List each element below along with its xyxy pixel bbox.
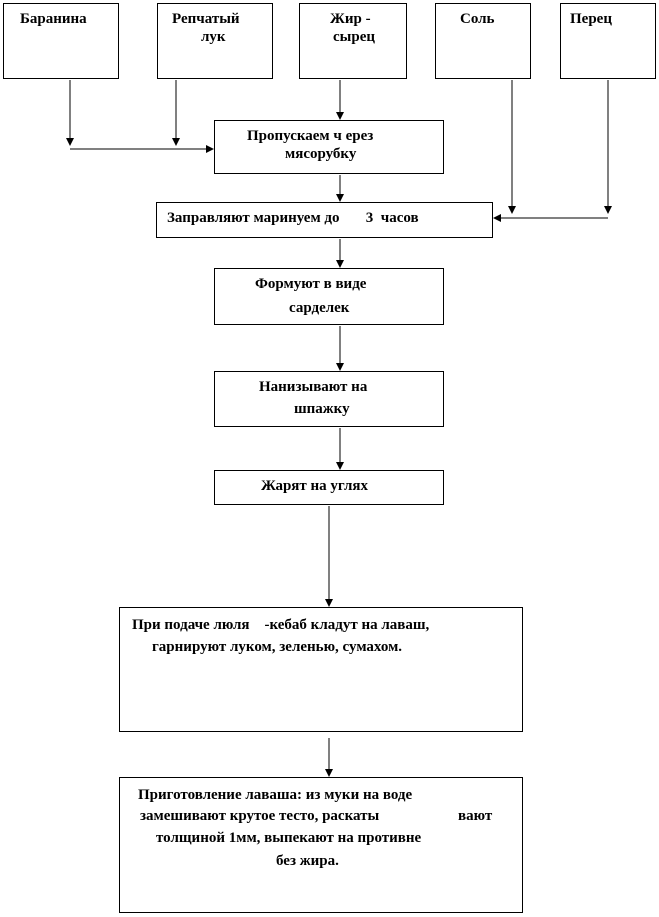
- step-lavash-line4: без жира.: [276, 853, 339, 869]
- step-shape-line1: Формуют в виде: [255, 276, 367, 292]
- ingredient-fat-label-line1: Жир -: [330, 11, 371, 27]
- step-mince-line1: Пропускаем ч ерез: [247, 128, 374, 144]
- step-skewer-line2: шпажку: [294, 401, 350, 417]
- step-shape-line2: сарделек: [289, 300, 350, 316]
- ingredient-salt-label: Соль: [460, 11, 495, 27]
- step-serve-line2: гарнируют луком, зеленью, сумахом.: [152, 639, 403, 655]
- ingredient-salt-box: [435, 3, 531, 79]
- ingredient-fat-box: [299, 3, 407, 79]
- step-lavash-box: [119, 777, 523, 913]
- step-skewer-line1: Нанизывают на: [259, 379, 368, 395]
- ingredient-lamb-label: Баранина: [20, 11, 87, 27]
- ingredient-lamb-box: [3, 3, 119, 79]
- step-mince-line2: мясорубку: [285, 146, 357, 162]
- step-serve-line1: При подаче люля -кебаб кладут на лаваш,: [132, 617, 430, 633]
- step-grill-line: Жарят на углях: [261, 478, 369, 494]
- ingredient-pepper-box: [560, 3, 656, 79]
- ingredient-onion-box: [157, 3, 273, 79]
- step-mince-box: [214, 120, 444, 174]
- ingredient-onion-label-line2: лук: [201, 29, 226, 45]
- step-grill-box: [214, 470, 444, 505]
- step-marinate-box: [156, 202, 493, 238]
- step-serve-box: [119, 607, 523, 732]
- step-marinate-line: Заправляют маринуем до 3 часов: [167, 210, 419, 226]
- ingredient-pepper-label: Перец: [570, 11, 612, 27]
- step-lavash-line2a: замешивают крутое тесто, раскаты: [140, 808, 380, 824]
- step-shape-box: [214, 268, 444, 325]
- ingredient-onion-label-line1: Репчатый: [172, 11, 240, 27]
- step-skewer-box: [214, 371, 444, 427]
- ingredient-fat-label-line2: сырец: [333, 29, 376, 45]
- step-lavash-line1: Приготовление лаваша: из муки на воде: [138, 787, 413, 803]
- step-lavash-line3: толщиной 1мм, выпекают на противне: [156, 830, 422, 846]
- step-lavash-line2b: вают: [458, 808, 493, 824]
